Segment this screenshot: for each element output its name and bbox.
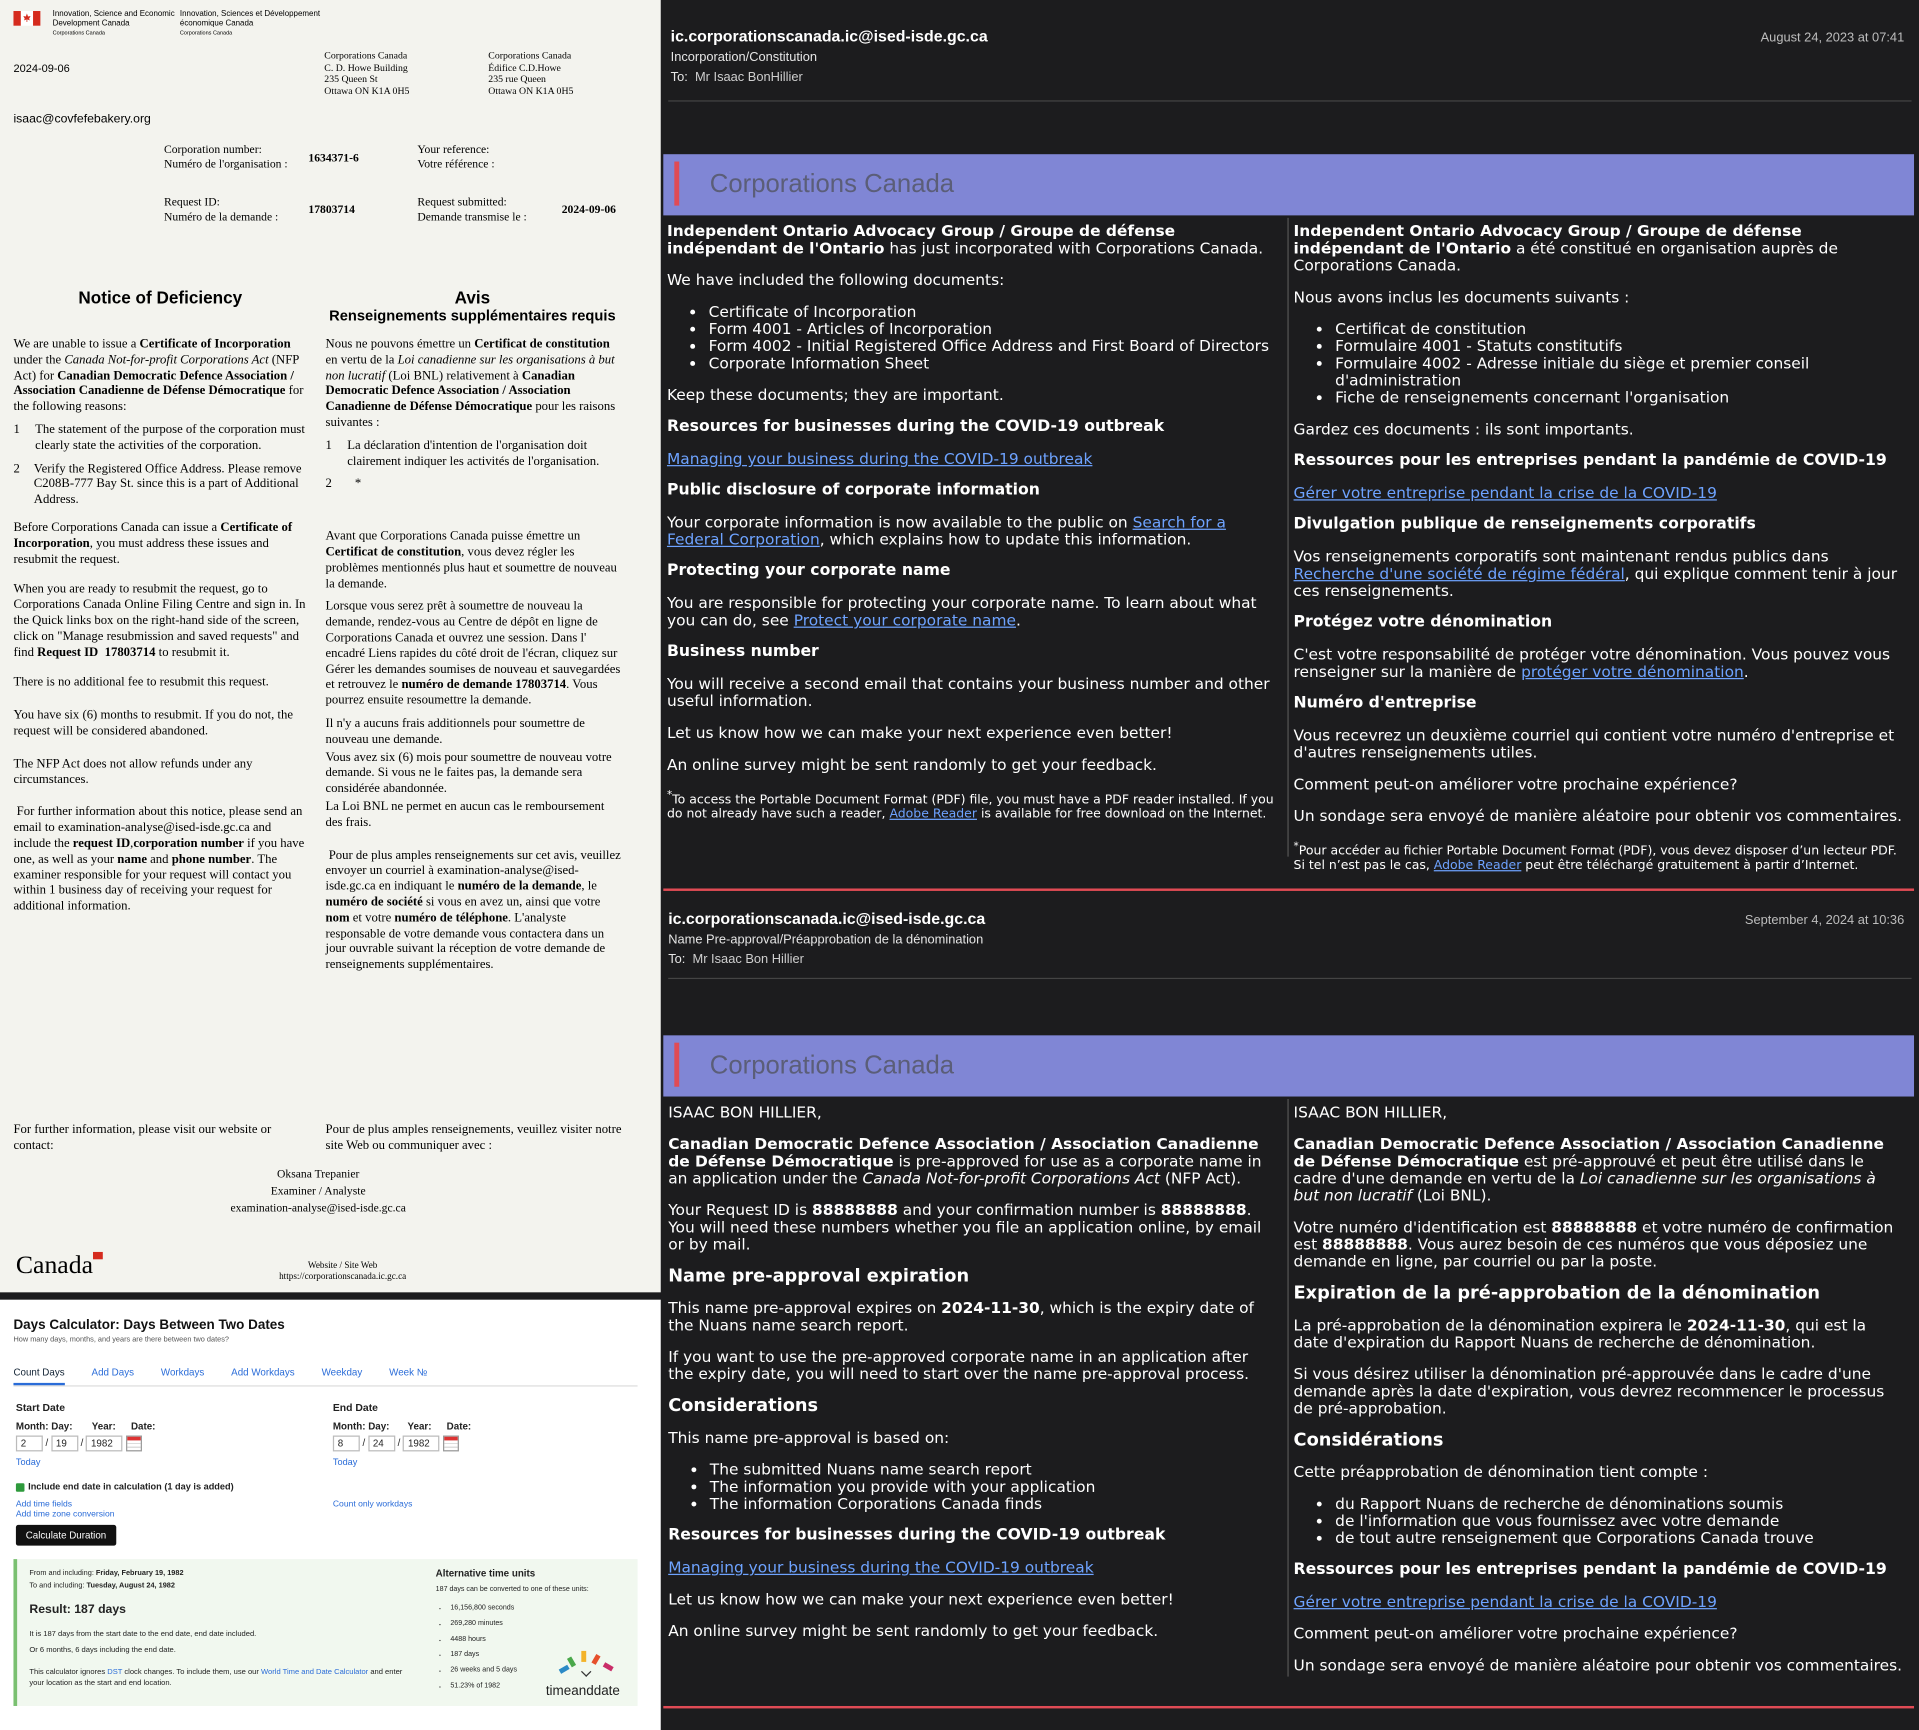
deficiency-item: 2 *	[325, 477, 362, 492]
count-workdays-link[interactable]: Count only workdays	[332, 1500, 413, 1509]
email-to: To: Mr Isaac BonHillier	[670, 69, 803, 85]
tab-weekday[interactable]: Weekday	[321, 1366, 363, 1378]
list-item: • Form 4001 - Articles of Incorporation	[709, 321, 1279, 338]
start-day-input[interactable]: 19	[51, 1436, 78, 1452]
list-item: • Corporate Information Sheet	[709, 355, 1279, 372]
end-month-input[interactable]: 8	[333, 1436, 360, 1452]
result-explanation: It is 187 days from the start date to the end date, end date included. Or 6 months, 6 days including the end date.	[29, 1630, 257, 1655]
add-time-zone-link[interactable]: Add time zone conversion	[15, 1510, 115, 1519]
list-item: • 4488 hours	[450, 1632, 517, 1648]
corp-number-value: 1634371-6	[308, 152, 359, 166]
website-block: Website / Site Web https://corporationscanada.ic.gc.ca	[220, 1259, 465, 1281]
start-date-label: Start Date	[15, 1401, 66, 1414]
list-item: • The information you provide with your application	[710, 1478, 1278, 1495]
email2-column-fr: ISAAC BON HILLIER, Canadian Democratic Defence Association / Association Canadienne de Défense Démocratique est pré-approuvé et peut être utilisé dans le cadre d'une demande en vertu de la Loi canadienne sur les organisations à but non lucratif (Loi BNL). Votre numéro d'identification est 88888888 et votre numéro de confirmation est 88888888. Vous aurez besoin de ces numéros que vous déposiez une demande en ligne, par courriel ou par la poste. Expiration de la pré-approbation de la dénomination La pré-approbation de la dénomination expirera le 2024-11-30, qui est la date d'expiration du Rapport Nuans de recherche de dénomination. Si vous désirez utiliser la dénomination pré-approuvée dans le cadre d'une demande après la date d'expiration, vous devrez recommencer le processus de pré-approbation. Considérations Cette préapprobation de dénomination tient compte : • du Rapport Nuans de recherche de dénominations soumis • de l'information que vous fournissez avec votre demande • de tout autre renseignement que Corporations Canada trouve Ressources pour les entreprises pendant la pandémie de COVID-19 Gérer votre entreprise pendant la crise de la COVID-19 Comment peut-on améliorer votre prochaine expérience? Un sondage sera envoyé de manière aléatoire pour obtenir vos commentaires.	[1294, 1104, 1906, 1689]
list-item: • Certificat de constitution	[1335, 321, 1905, 338]
dst-note: This calculator ignores DST clock changes. To include them, use our World Time and Date Calculator and enter your location as the start and end location.	[29, 1668, 403, 1688]
checkbox-checked-icon[interactable]	[16, 1483, 25, 1492]
corporations-canada-banner: Corporations Canada	[663, 1035, 1914, 1096]
list-item: • 16,156,800 seconds	[450, 1601, 517, 1617]
list-item: • The submitted Nuans name search report	[710, 1461, 1278, 1478]
tab-add-workdays[interactable]: Add Workdays	[231, 1366, 295, 1378]
considerations-list	[1335, 1495, 1905, 1546]
end-date-inputs: 8 / 24 / 1982	[333, 1436, 459, 1452]
calc-subtitle: How many days, months, and years are there between two dates?	[13, 1336, 229, 1344]
add-time-fields-link[interactable]: Add time fields	[15, 1500, 73, 1509]
notice-title-fr: Avis	[454, 287, 491, 308]
covid-link[interactable]: Gérer votre entreprise pendant la crise de la COVID-19	[1293, 483, 1717, 502]
tab-add-days[interactable]: Add Days	[91, 1366, 134, 1378]
list-item: • 26 weeks and 5 days	[450, 1663, 517, 1679]
list-item: • 269,280 minutes	[450, 1616, 517, 1632]
covid-link[interactable]: Managing your business during the COVID-19 outbreak	[666, 449, 1093, 468]
dept-name-en: Innovation, Science and Economic Development Canada Corporations Canada	[52, 9, 175, 36]
list-item: • 51.23% of 1982	[450, 1679, 517, 1695]
corp-number-label: Corporation number: Numéro de l'organisation :	[163, 144, 288, 171]
search-federal-corporation-link[interactable]: Recherche d'une société de régime fédéral	[1293, 564, 1625, 583]
letter-column-en: We are unable to issue a Certificate of Incorporation under the Canada Not-for-profit Corporations Act (NFP Act) for Canadian Democratic Defence Association / Association Canadienne de Défense Démocratique for the following reasons: 1 The statement of the purpose of the corporation must clearly state the activities of the corporation. 2 Verify the Registered Office Address. Please remove C208B-777 Bay St. since this is a part of Additional Address. Before Corporations Canada can issue a Certificate of Incorporation, you must address these issues and resubmit the request. When you are ready to resubmit the request, go to Corporations Canada Online Filing Centre and sign in. In the Quick links box on the right-hand side of the screen, click on "Manage resubmission and saved requests" and find Request ID 17803714 to resubmit it. There is no additional fee to resubmit this request. You have six (6) months to resubmit. If you do not, the request will be considered abandoned. The NFP Act does not allow refunds under any circumstances. For further information about this notice, please send an email to examination-analyse@ised-isde.gc.ca and include the request ID,corporation number if you have one, as well as your name and phone number. The examiner responsible for your request will contact you within 1 business day of receiving your request for additional information.	[13, 338, 309, 916]
deficiency-item: 1 The statement of the purpose of the corporation must clearly state the activities of the corporation.	[13, 423, 305, 453]
canada-flag-icon	[13, 11, 40, 26]
email1-column-en: Independent Ontario Advocacy Group / Groupe de défense indépendant de l'Ontario has just incorporated with Corporations Canada. We have included the following documents: • Certificate of Incorporation • Form 4001 - Articles of Incorporation • Form 4002 - Initial Registered Office Address and First Board of Directors • Corporate Information Sheet Keep these documents; they are important. Resources for businesses during the COVID-19 outbreak Managing your business during the COVID-19 outbreak Public disclosure of corporate information Your corporate information is now available to the public on Search for a Federal Corporation, which explains how to update this information. Protecting your corporate name You are responsible for protecting your corporate name. To learn about what you can do, see Protect your corporate name. Business number You will receive a second email that contains your business number and other useful information. Let us know how we can make your next experience even better! An online survey might be sent randomly to get your feedback. *To access the Portable Document Format (PDF) file, you must have a PDF reader installed. If you do not already have such a reader, Adobe Reader is available for free download on the Internet.	[667, 223, 1279, 838]
list-item: • 187 days	[450, 1648, 517, 1664]
include-end-checkbox[interactable]: Include end date in calculation (1 day is added)	[16, 1481, 234, 1492]
end-today-link[interactable]: Today	[332, 1456, 358, 1468]
signature-block: Oksana Trepanier Examiner / Analyste examination-analyse@ised-isde.gc.ca	[230, 1168, 406, 1216]
list-item: • de l'information que vous fournissez avec votre demande	[1335, 1513, 1905, 1530]
dept-name-fr: Innovation, Sciences et Développement économique Canada Corporations Canada	[179, 9, 321, 36]
end-day-input[interactable]: 24	[368, 1436, 395, 1452]
email-to: To: Mr Isaac Bon Hillier	[668, 952, 804, 967]
visit-en: For further information, please visit our website or contact:	[13, 1123, 272, 1153]
start-month-day-label: Month: Day:	[15, 1420, 73, 1432]
tab-count-days[interactable]: Count Days	[13, 1367, 64, 1385]
recipient-email: isaac@covfefebakery.org	[13, 112, 151, 127]
start-year-input[interactable]: 1982	[86, 1436, 123, 1452]
address-en: Corporations Canada C. D. Howe Building 235 Queen St Ottawa ON K1A 0H5	[324, 50, 410, 97]
covid-link[interactable]: Gérer votre entreprise pendant la crise de la COVID-19	[1293, 1592, 1717, 1611]
deficiency-letter	[0, 0, 661, 1292]
list-item: • du Rapport Nuans de recherche de dénominations soumis	[1335, 1495, 1905, 1512]
alt-units-intro: 187 days can be converted to one of these units:	[435, 1586, 589, 1594]
letter-date: 2024-09-06	[13, 62, 70, 75]
protect-name-link[interactable]: Protect your corporate name	[793, 610, 1017, 630]
end-year-input[interactable]: 1982	[403, 1436, 440, 1452]
search-federal-corporation-link[interactable]: Search for a Federal Corporation	[666, 512, 1226, 549]
protect-name-link[interactable]: protéger votre dénomination	[1521, 662, 1744, 681]
alt-units-title: Alternative time units	[435, 1567, 536, 1579]
covid-link[interactable]: Managing your business during the COVID-19 outbreak	[668, 1557, 1094, 1577]
dst-link[interactable]: DST	[107, 1668, 123, 1677]
calculate-duration-button[interactable]: Calculate Duration	[16, 1525, 116, 1546]
start-month-input[interactable]: 2	[16, 1436, 43, 1452]
end-date-label: End Date	[332, 1401, 378, 1414]
list-item: • The information Corporations Canada finds	[710, 1495, 1278, 1512]
considerations-list	[710, 1461, 1278, 1512]
letter-column-fr: Nous ne pouvons émettre un Certificat de constitution en vertu de la Loi canadienne sur les organisations à but non lucratif (Loi BNL) relativement à Canadian Democratic Defence Association / Association Canadienne de Défense Démocratique pour les raisons suivantes : 1 La déclaration d'intention de l'organisation doit clairement indiquer les activités de l'organisation. 2 * Avant que Corporations Canada puisse émettre un Certificat de constitution, vous devez régler les problèmes mentionnés plus haut et soumettre de nouveau la demande. Lorsque vous serez prêt à soumettre de nouveau la demande, rendez-vous au Centre de dépôt en ligne de Corporations Canada et ouvrez une session. Dans l' encadré Liens rapides du côté droit de l'écran, cliquez sur Gérer les demandes soumises de nouveau et sauvegardées et retrouvez le numéro de demande 17803714. Vous pourrez ensuite resoumettre la demande. Il n'y a aucuns frais additionnels pour soumettre de nouveau une demande. Vous avez six (6) mois pour soumettre de nouveau votre demande. Si vous ne le faites pas, la demande sera considérée abandonnée. La Loi BNL ne permet en aucun cas le remboursement des frais. Pour de plus amples renseignements sur cet avis, veuillez envoyer un courriel à examination-analyse@ised-isde.gc.ca en indiquant le numéro de la demande, le numéro de société si vous en avez un, ainsi que votre nom et votre numéro de téléphone. L'analyste responsable de votre demande vous contactera dans un jour ouvrable suivant la réception de votre demande de renseignements supplémentaires.	[325, 337, 621, 972]
timeanddate-wordmark: timeanddate	[545, 1683, 620, 1699]
email-incorporation	[661, 0, 1919, 893]
request-submitted-value: 2024-09-06	[561, 204, 616, 217]
deficiency-item: 2 Verify the Registered Office Address. Please remove C208B-777 Bay St. since this is a part of Additional Address.	[13, 462, 302, 507]
email1-column-fr: Independent Ontario Advocacy Group / Groupe de défense indépendant de l'Ontario a été constitué en organisation auprès de Corporations Canada. Nous avons inclus les documents suivants : • Certificat de constitution • Formulaire 4001 - Statuts constitutifs • Formulaire 4002 - Adresse initiale du siège et premier conseil d'administration • Fiche de renseignements concernant l'organisation Gardez ces documents : ils sont importants. Ressources pour les entreprises pendant la pandémie de COVID-19 Gérer votre entreprise pendant la crise de la COVID-19 Divulgation publique de renseignements corporatifs Vos renseignements corporatifs sont maintenant rendus publics dans Recherche d'une société de régime fédéral, qui explique comment tenir à jour ces renseignements. Protégez votre dénomination C'est votre responsabilité de protéger votre dénomination. Vous pouvez vous renseigner sur la manière de protéger votre dénomination. Numéro d'entreprise Vous recevrez un deuxième courriel qui contient votre numéro d'entreprise et d'autres renseignements utiles. Comment peut-on améliorer votre prochaine expérience? Un sondage sera envoyé de manière aléatoire pour obtenir vos commentaires. *Pour accéder au fichier Portable Document Format (PDF), vous devez disposer d’un lecteur PDF. Si tel n’est pas le cas, Adobe Reader peut être téléchargé gratuitement à partir d’Internet.	[1294, 223, 1906, 889]
tab-week-number[interactable]: Week №	[389, 1366, 428, 1378]
calendar-icon[interactable]	[442, 1436, 458, 1452]
email-date: September 4, 2024 at 10:36	[1744, 912, 1905, 928]
documents-list	[709, 304, 1279, 373]
email-name-preapproval	[661, 893, 1919, 1730]
list-item: • Formulaire 4001 - Statuts constitutifs	[1335, 338, 1905, 355]
start-today-link[interactable]: Today	[15, 1456, 41, 1468]
wordmark-flag-icon	[93, 1252, 103, 1259]
list-item: • Form 4002 - Initial Registered Office Address and First Board of Directors	[709, 338, 1279, 355]
days-calculator	[0, 1300, 661, 1730]
list-item: • de tout autre renseignement que Corporations Canada trouve	[1335, 1530, 1905, 1547]
start-date-sublabel: Date:	[130, 1420, 156, 1432]
start-year-label: Year:	[91, 1420, 116, 1432]
request-submitted-label: Request submitted: Demande transmise le :	[417, 197, 527, 224]
request-id-label: Request ID: Numéro de la demande :	[163, 197, 279, 224]
documents-list	[1335, 321, 1905, 407]
notice-subtitle-fr: Renseignements supplémentaires requis	[329, 307, 616, 325]
notice-title-en: Notice of Deficiency	[78, 287, 243, 308]
calc-tabs	[13, 1367, 454, 1378]
alt-units-list	[450, 1601, 517, 1695]
start-date-inputs: 2 / 19 / 1982	[16, 1436, 142, 1452]
deficiency-item: 1 La déclaration d'intention de l'organisation doit clairement indiquer les activités de l'organisation.	[325, 439, 600, 469]
your-reference-label: Your reference: Votre référence :	[417, 144, 495, 171]
end-year-label: Year:	[407, 1420, 432, 1432]
result-range: From and including: Friday, February 19, 1982 To and including: Tuesday, August 24, 1982	[29, 1570, 184, 1590]
calc-title: Days Calculator: Days Between Two Dates	[13, 1318, 285, 1333]
calendar-icon[interactable]	[126, 1436, 142, 1452]
adobe-reader-link[interactable]: Adobe Reader	[889, 808, 977, 822]
list-item: • Formulaire 4002 - Adresse initiale du siège et premier conseil d'administration	[1335, 355, 1905, 389]
website-link[interactable]: https://corporationscanada.ic.gc.ca	[279, 1270, 407, 1282]
timeanddate-logo-icon	[557, 1647, 621, 1681]
world-time-link[interactable]: World Time and Date Calculator	[261, 1668, 369, 1677]
tab-workdays[interactable]: Workdays	[160, 1366, 205, 1378]
email2-column-en: ISAAC BON HILLIER, Canadian Democratic Defence Association / Association Canadienne de Défense Démocratique is pre-approved for use as a corporate name in an application under the Canada Not-for-profit Corporations Act (NFP Act). Your Request ID is 88888888 and your confirmation number is 88888888. You will need these numbers whether you file an application online, by email or by mail. Name pre-approval expiration This name pre-approval expires on 2024-11-30, which is the expiry date of the Nuans name search report. If you want to use the pre-approved corporate name in an application after the expiry date, you will need to start over the name pre-approval process. Considerations This name pre-approval is based on: • The submitted Nuans name search report • The information you provide with your application • The information Corporations Canada finds Resources for businesses during the COVID-19 outbreak Managing your business during the COVID-19 outbreak Let us know how we can make your next experience even better! An online survey might be sent randomly to get your feedback.	[668, 1104, 1277, 1655]
email-sender: ic.corporationscanada.ic@ised-isde.gc.ca	[668, 909, 986, 928]
corporations-canada-banner: Corporations Canada	[663, 154, 1914, 215]
visit-fr: Pour de plus amples renseignements, veuillez visiter notre site Web ou communiquer avec :	[325, 1123, 622, 1153]
email-subject: Name Pre-approval/Préapprobation de la dénomination	[668, 932, 984, 948]
list-item: • Fiche de renseignements concernant l'organisation	[1335, 389, 1905, 406]
email-date: August 24, 2023 at 07:41	[1760, 30, 1905, 46]
end-date-sublabel: Date:	[446, 1420, 472, 1432]
email-subject: Incorporation/Constitution	[670, 50, 818, 65]
adobe-reader-link[interactable]: Adobe Reader	[1433, 859, 1522, 874]
email-sender: ic.corporationscanada.ic@ised-isde.gc.ca	[670, 26, 988, 46]
address-fr: Corporations Canada Édifice C.D.Howe 235 rue Queen Ottawa ON K1A 0H5	[488, 50, 574, 97]
request-id-value: 17803714	[308, 204, 355, 217]
result-days: Result: 187 days	[29, 1603, 126, 1617]
list-item: • Certificate of Incorporation	[709, 304, 1279, 321]
canada-wordmark: Canada	[16, 1249, 103, 1280]
end-month-day-label: Month: Day:	[332, 1420, 390, 1432]
